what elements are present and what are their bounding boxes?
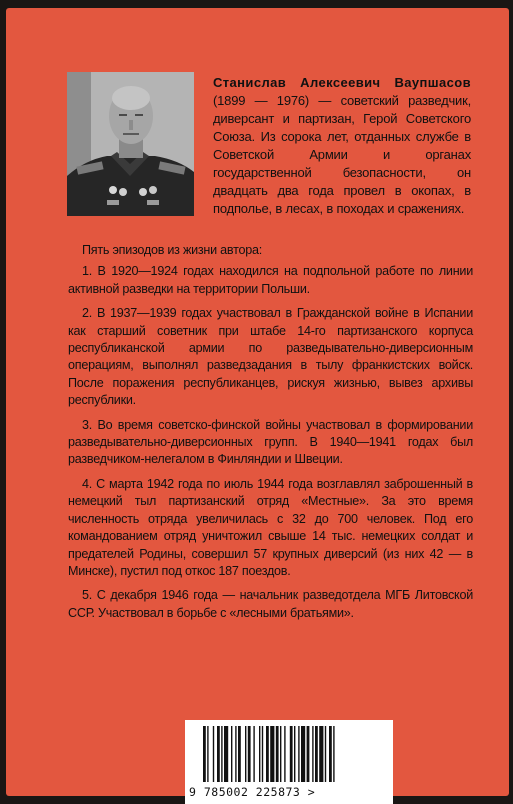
barcode-bar xyxy=(203,726,206,782)
episode-item: 3. Во время советско-финской войны участвовал в формировании разведывательно-диверсионных групп. В 1940—1941 годах был разведчиком-нелегалом в Финляндии и Швеции. xyxy=(68,417,473,467)
barcode-bar xyxy=(217,726,220,782)
barcode-bar xyxy=(266,726,269,782)
episode-item: 1. В 1920—1924 годах находился на подпольной работе по линии активной разведки на территории Польши. xyxy=(68,264,473,296)
barcode-bar xyxy=(259,726,260,782)
barcode-bar xyxy=(294,726,295,782)
barcode-bar xyxy=(224,726,228,782)
barcode-bar xyxy=(298,726,299,782)
isbn-barcode xyxy=(185,720,393,804)
barcode-bar xyxy=(301,726,305,782)
barcode-bar xyxy=(276,726,279,782)
barcode-bar xyxy=(248,726,251,782)
episode-item: 5. С декабря 1946 года — начальник разведотдела МГБ Литовской ССР. Участвовал в борьбе с «лесными братьями». xyxy=(68,588,473,620)
episodes-intro: Пять эпизодов из жизни автора: xyxy=(82,243,262,257)
barcode-bar xyxy=(235,726,236,782)
barcode-bar xyxy=(262,726,263,782)
author-bio xyxy=(213,74,471,218)
barcode-bar xyxy=(329,726,332,782)
barcode-bar xyxy=(253,726,254,782)
author-portrait-photo xyxy=(67,72,194,216)
author-bio-text: (1899 — 1976) — советский разведчик, диверсант и партизан, Герой Советского Союза. Из сорока лет, отданных службе в Советской Армии и органах государственной безопасности, он двадцать два года провел в окопах, в подполье, в лесах, в походах и сражениях. xyxy=(213,93,471,216)
barcode-bar xyxy=(221,726,222,782)
isbn-number: 9 785002 225873 > xyxy=(189,785,316,799)
barcode-bar xyxy=(280,726,281,782)
barcode-bar xyxy=(231,726,232,782)
author-name: Станислав Алексеевич Ваупшасов xyxy=(213,75,471,90)
barcode-bar xyxy=(290,726,293,782)
barcode-bar xyxy=(312,726,313,782)
barcode-bar xyxy=(333,726,334,782)
barcode-bars xyxy=(203,726,375,782)
barcode-bar xyxy=(238,726,241,782)
barcode-bar xyxy=(284,726,285,782)
barcode-bar xyxy=(315,726,318,782)
episodes-section xyxy=(68,242,473,629)
episode-item: 4. С марта 1942 года по июль 1944 года возглавлял заброшенный в немецкий тыл партизанский отряд «Местные». За это время численность отряда увеличилась с 32 до 700 человек. Под его командованием отряд уничтожил свыше 14 тыс. немецких солдат и предателей Родины, совершил 57 крупных диверсий (из них 42 — в Минске), пустил под откос 187 поездов. xyxy=(68,476,473,578)
barcode-bar xyxy=(213,726,214,782)
barcode-bar xyxy=(307,726,310,782)
back-cover xyxy=(6,8,509,799)
barcode-bar xyxy=(325,726,326,782)
barcode-bar xyxy=(319,726,323,782)
barcode-bar xyxy=(207,726,208,782)
barcode-bar xyxy=(270,726,274,782)
barcode-bar xyxy=(245,726,246,782)
episode-item: 2. В 1937—1939 годах участвовал в Гражданской войне в Испании как старший советник при штабе 14-го партизанского корпуса республиканской армии по разведывательно-диверсионным операциям, выполнял разведзадания в тылу франкистских войск. После поражения республиканцев, рискуя жизнью, вывез архивы республики. xyxy=(68,306,473,408)
